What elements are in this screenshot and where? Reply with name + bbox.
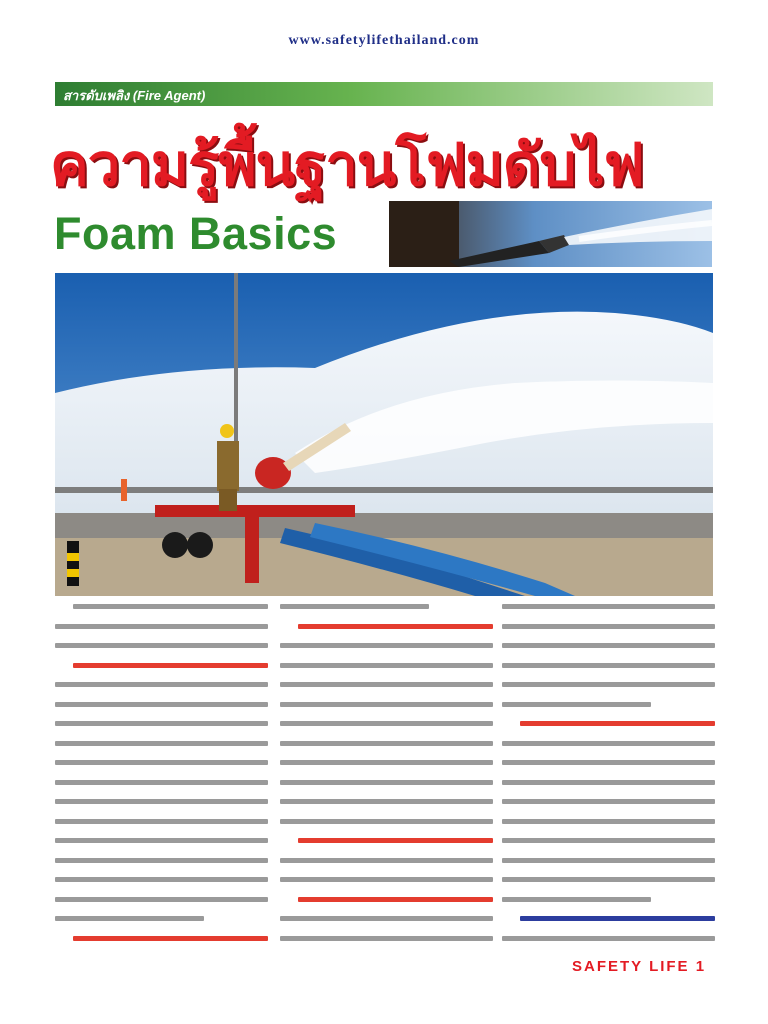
section-banner	[55, 82, 713, 106]
site-url[interactable]: www.safetylifethailand.com	[288, 33, 480, 48]
english-title: Foam Basics	[54, 208, 338, 259]
footer-brand: SAFETY LIFE 1	[572, 958, 707, 975]
section-label: สารดับเพลิง (Fire Agent)	[63, 88, 206, 103]
nozzle-photo	[389, 201, 712, 267]
foam-cannon-photo	[55, 273, 713, 596]
thai-title: ความรู้พื้นฐานโฟมดับไฟ	[50, 131, 644, 199]
article-column-2	[280, 604, 493, 954]
article-column-3	[502, 604, 715, 954]
article-column-1	[55, 604, 268, 954]
